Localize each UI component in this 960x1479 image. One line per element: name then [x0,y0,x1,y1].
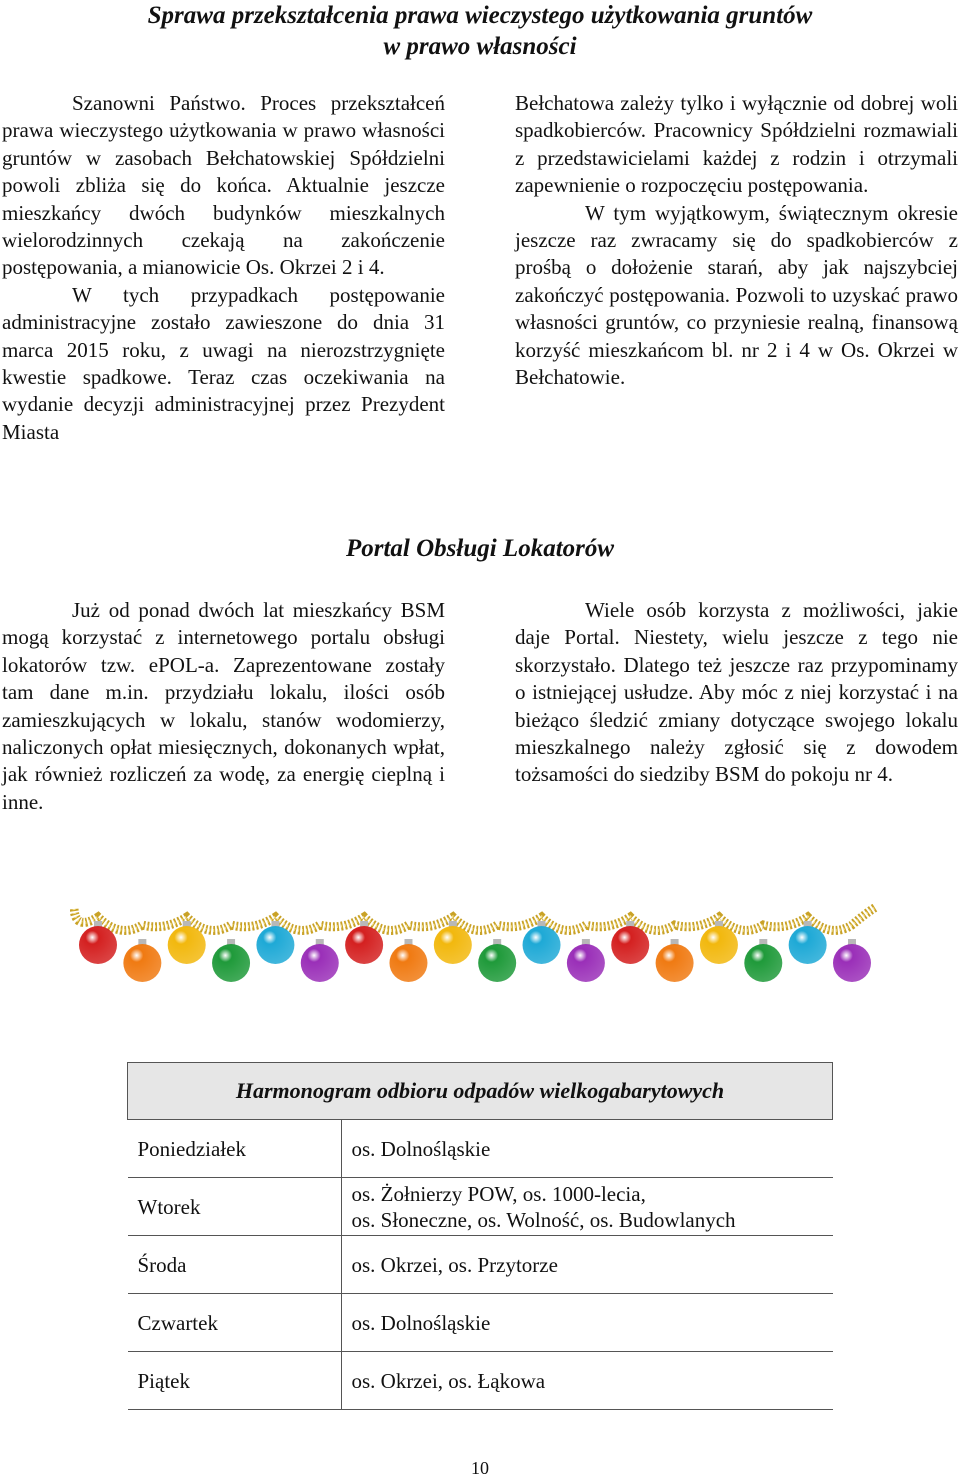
portal-paragraph: Już od ponad dwóch lat mieszkańcy BSM mogą korzystać z internetowego portalu obsługi lokatorów tzw. ePOL-a. Zaprezentowane zostały tam dane m.in. przydziału lokalu, ilości osób zamieszkujących w lokalu, stanów wodomierzy, naliczonych opłat miesięcznych, dokonanych wpłat, jak również rozliczeń za wodę, za energię cieplną i inne. [2,598,445,814]
bauble-ornament [700,926,738,964]
portal-paragraph: Wiele osób korzysta z możliwości, jakie daje Portal. Niestety, wielu jeszcze z tego nie skorzystało. Dlatego też jeszcze raz przypominamy o istniejącej usłudze. Aby móc z niej korzystać i na bieżąco śledzić zmiany dotyczące swojego lokalu mieszkalnego należy zgłosić się z dowodem tożsamości do siedziby BSM do pokoju nr 4. [515,598,958,787]
table-row [128,1120,833,1178]
bauble-ornament [168,926,206,964]
schedule-day: Piątek [128,1352,342,1410]
table-row [128,1236,833,1294]
article-paragraph: W tych przypadkach postępowanie administracyjne zostało zawieszone do dnia 31 marca 2015 roku, z uwagi na nierozstrzygnięte kwestie spadkowe. Teraz czas oczekiwania na wydanie decyzji administracyjnej przez Prezydent Miasta [2,282,445,444]
table-row [128,1352,833,1410]
tinsel-strand [74,907,876,930]
bauble-ornament [79,926,117,964]
bauble-ornament [744,944,782,982]
bauble-ornament [212,944,250,982]
schedule-title: Harmonogram odbioru odpadów wielkogabarytowych [128,1063,833,1120]
bauble-ornament [301,944,339,982]
bauble-ornament [833,944,871,982]
waste-schedule-table [127,1062,833,1410]
article-paragraph: W tym wyjątkowym, świątecznym okresie jeszcze raz zwracamy się do spadkobierców z prośbą o dołożenie starań, aby jak najszybciej zakończyć postępowania. Pozwoli to uzyskać prawo własności gruntów, co przyniesie realną, finansową korzyść mieszkańcom bl. nr 2 i 4 w Os. Okrzei w Bełchatowie. [515,200,958,390]
bauble-ornament [656,944,694,982]
bauble-ornament [567,944,605,982]
christmas-garland-image [70,895,880,1005]
schedule-areas: os. Żołnierzy POW, os. 1000-lecia, os. Słoneczne, os. Wolność, os. Budowlanych [341,1178,833,1236]
schedule-day: Wtorek [128,1178,342,1236]
portal-right-column [515,597,958,789]
schedule-areas: os. Okrzei, os. Przytorze [341,1236,833,1294]
page-number: 10 [471,1458,489,1478]
bauble-ornament [389,944,427,982]
article-paragraph: Szanowni Państwo. Proces przekształceń prawa wieczystego użytkowania w prawo własności gruntów w zasobach Bełchatowskiej Spółdzielni powoli zbliża się do końca. Aktualnie jeszcze mieszkańcy dwóch budynków mieszkalnych wielorodzinnych czekają na zakończenie postępowania, a mianowicie Os. Okrzei 2 i 4. [2,91,445,280]
bauble-ornament [256,926,294,964]
portal-left-column [2,597,445,816]
schedule-areas: os. Dolnośląskie [341,1120,833,1178]
bauble-ornament [789,926,827,964]
article-title-line-1: Sprawa przekształcenia prawa wieczystego użytkowania gruntów [147,2,813,29]
bauble-ornament [123,944,161,982]
bauble-ornament [434,926,472,964]
table-row [128,1178,833,1236]
article-left-column [2,90,445,446]
schedule-areas: os. Okrzei, os. Łąkowa [341,1352,833,1410]
portal-section-title: Portal Obsługi Lokatorów [345,535,615,562]
schedule-day: Środa [128,1236,342,1294]
article-title-line-2: w prawo własności [383,33,577,60]
schedule-areas: os. Dolnośląskie [341,1294,833,1352]
schedule-day: Czwartek [128,1294,342,1352]
bauble-ornament [523,926,561,964]
table-row [128,1294,833,1352]
bauble-ornament [345,926,383,964]
schedule-day: Poniedziałek [128,1120,342,1178]
article-paragraph: Bełchatowa zależy tylko i wyłącznie od dobrej woli spadkobierców. Pracownicy Spółdzielni rozmawiali z przedstawicielami każdej z rodzin i otrzymali zapewnienie o rozpoczęciu postępowania. [515,91,958,198]
bauble-ornament [478,944,516,982]
article-right-column [515,90,958,391]
bauble-ornament [611,926,649,964]
